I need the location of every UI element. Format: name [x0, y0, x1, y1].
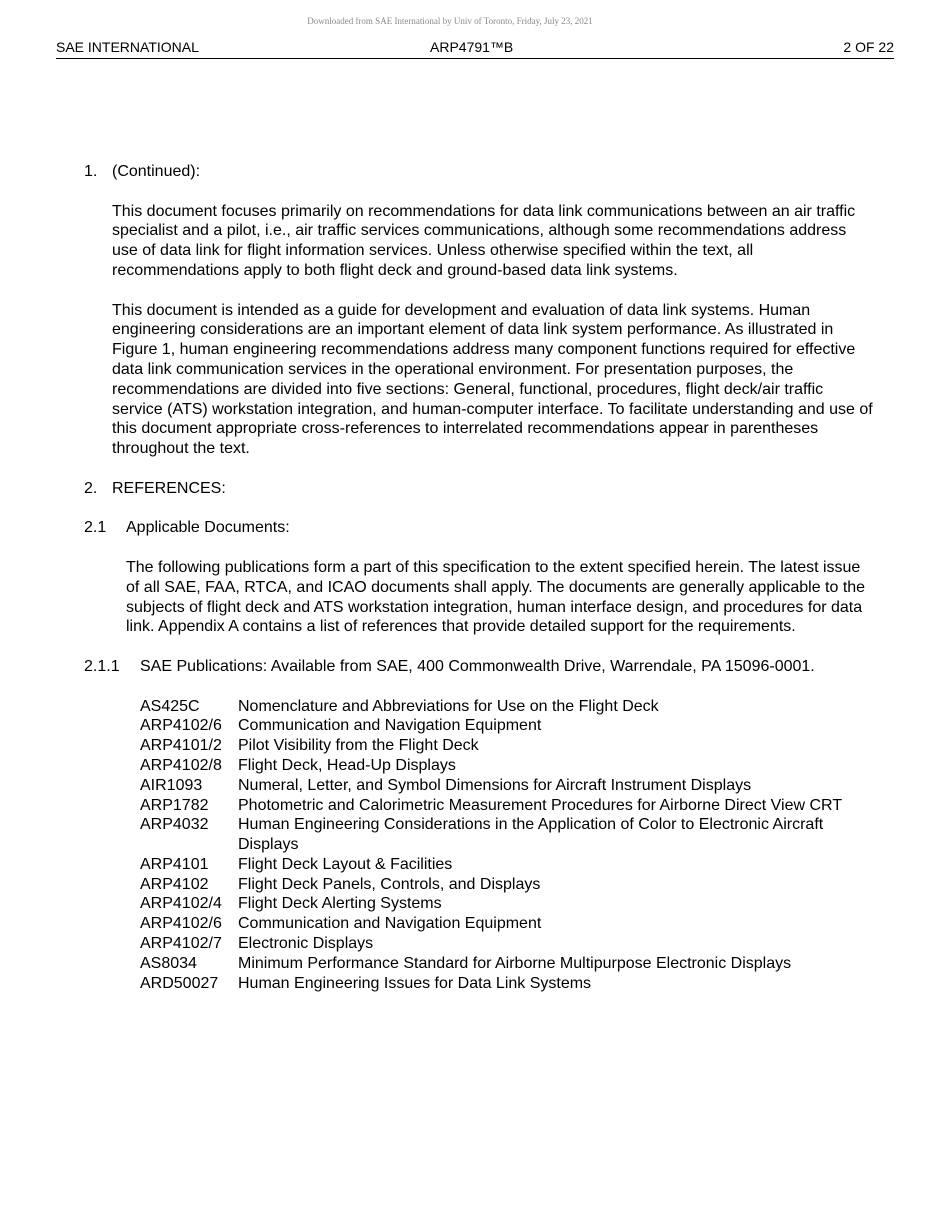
- publication-title: Human Engineering Issues for Data Link Systems: [238, 974, 592, 992]
- section-2-heading: [84, 479, 874, 499]
- publication-row: [140, 894, 874, 914]
- publication-row: [140, 796, 874, 816]
- publication-row: [140, 914, 874, 934]
- section-2-1-1-heading: [84, 657, 874, 677]
- publication-row: [140, 974, 874, 994]
- section-number: 2.: [84, 479, 98, 497]
- publication-code: AIR1093: [140, 776, 203, 794]
- publication-row: [140, 815, 874, 855]
- publication-code: ARP4102/6: [140, 915, 222, 933]
- page-header: [56, 38, 894, 59]
- download-watermark: Downloaded from SAE International by Univ of Toronto, Friday, July 23, 2021: [307, 16, 593, 26]
- publication-code: ARP4102/8: [140, 756, 222, 774]
- section-number: 1.: [84, 163, 98, 180]
- publication-code: ARP1782: [140, 796, 209, 814]
- publication-code: ARP4102: [140, 875, 209, 893]
- publication-code: ARP4102/4: [140, 895, 222, 913]
- publication-title: Electronic Displays: [238, 935, 374, 953]
- publication-title: Minimum Performance Standard for Airborne Multipurpose Electronic Displays: [238, 954, 792, 972]
- publication-row: [140, 855, 874, 875]
- publication-title: Flight Deck Alerting Systems: [238, 895, 442, 913]
- publication-title: Nomenclature and Abbreviations for Use on the Flight Deck: [238, 697, 659, 715]
- publication-row: [140, 776, 874, 796]
- paragraph: The following publications form a part of this specification to the extent specified herein. The latest issue of all SAE, FAA, RTCA, and ICAO documents shall apply. The documents are generally applicable to the subjects of flight deck and ATS workstation integration, human interface design, and procedures for data link. Appendix A contains a list of references that provide detailed support for the requirements.: [126, 558, 866, 636]
- publication-list: [140, 697, 874, 994]
- section-1-heading: [84, 162, 874, 182]
- publication-title: Communication and Navigation Equipment: [238, 717, 542, 735]
- publication-title: Communication and Navigation Equipment: [238, 915, 542, 933]
- publication-row: [140, 736, 874, 756]
- publication-code: ARP4032: [140, 816, 209, 834]
- publication-row: [140, 716, 874, 736]
- document-body: [84, 162, 874, 993]
- header-page-number: 2 OF 22: [843, 39, 894, 55]
- section-title: Applicable Documents:: [126, 519, 290, 537]
- header-document-number: ARP4791™B: [430, 39, 514, 55]
- publication-title: Flight Deck, Head-Up Displays: [238, 756, 456, 774]
- paragraph: This document is intended as a guide for development and evaluation of data link systems. Human engineering considerations are an important element of data link system performance. As illustrated in Figure 1, human engineering recommendations address many component functions required for effective data link communication services in the operational environment. For presentation purposes, the recommendations are divided into five sections: General, functional, procedures, flight deck/air traffic service (ATS) workstation integration, and human-computer interface. To facilitate understanding and use of this document appropriate cross-references to interrelated recommendations appear in parentheses throughout the text.: [112, 301, 873, 458]
- section-2-1-heading: [84, 518, 874, 538]
- paragraph: This document focuses primarily on recommendations for data link communications between an air traffic specialist and a pilot, i.e., air traffic services communications, although some recommendations address use of data link for flight information services. Unless otherwise specified within the text, all recommendations apply to both flight deck and ground-based data link systems.: [112, 202, 856, 279]
- publication-row: [140, 875, 874, 895]
- section-number: 2.1.1: [84, 657, 120, 675]
- publication-code: ARD50027: [140, 974, 219, 992]
- publication-title: Human Engineering Considerations in the Application of Color to Electronic Aircraft Displays: [238, 816, 824, 854]
- publication-code: ARP4101/2: [140, 737, 222, 755]
- section-title: SAE Publications: Available from SAE, 400 Commonwealth Drive, Warrendale, PA 15096-0001.: [140, 657, 815, 675]
- publication-title: Numeral, Letter, and Symbol Dimensions for Aircraft Instrument Displays: [238, 776, 752, 794]
- publication-code: AS425C: [140, 697, 200, 715]
- publication-code: ARP4102/7: [140, 935, 222, 953]
- publication-code: ARP4101: [140, 855, 209, 873]
- publication-title: Flight Deck Layout & Facilities: [238, 855, 453, 873]
- publication-row: [140, 756, 874, 776]
- publication-title: Pilot Visibility from the Flight Deck: [238, 737, 479, 755]
- publication-code: AS8034: [140, 954, 197, 972]
- header-organization: SAE INTERNATIONAL: [56, 39, 199, 55]
- section-title: REFERENCES:: [112, 479, 226, 497]
- section-number: 2.1: [84, 519, 107, 537]
- section-title: (Continued):: [112, 163, 201, 180]
- publication-row: [140, 954, 874, 974]
- publication-title: Flight Deck Panels, Controls, and Displays: [238, 875, 541, 893]
- publication-row: [140, 934, 874, 954]
- publication-title: Photometric and Calorimetric Measurement Procedures for Airborne Direct View CRT: [238, 796, 843, 814]
- publication-row: [140, 697, 874, 717]
- publication-code: ARP4102/6: [140, 717, 222, 735]
